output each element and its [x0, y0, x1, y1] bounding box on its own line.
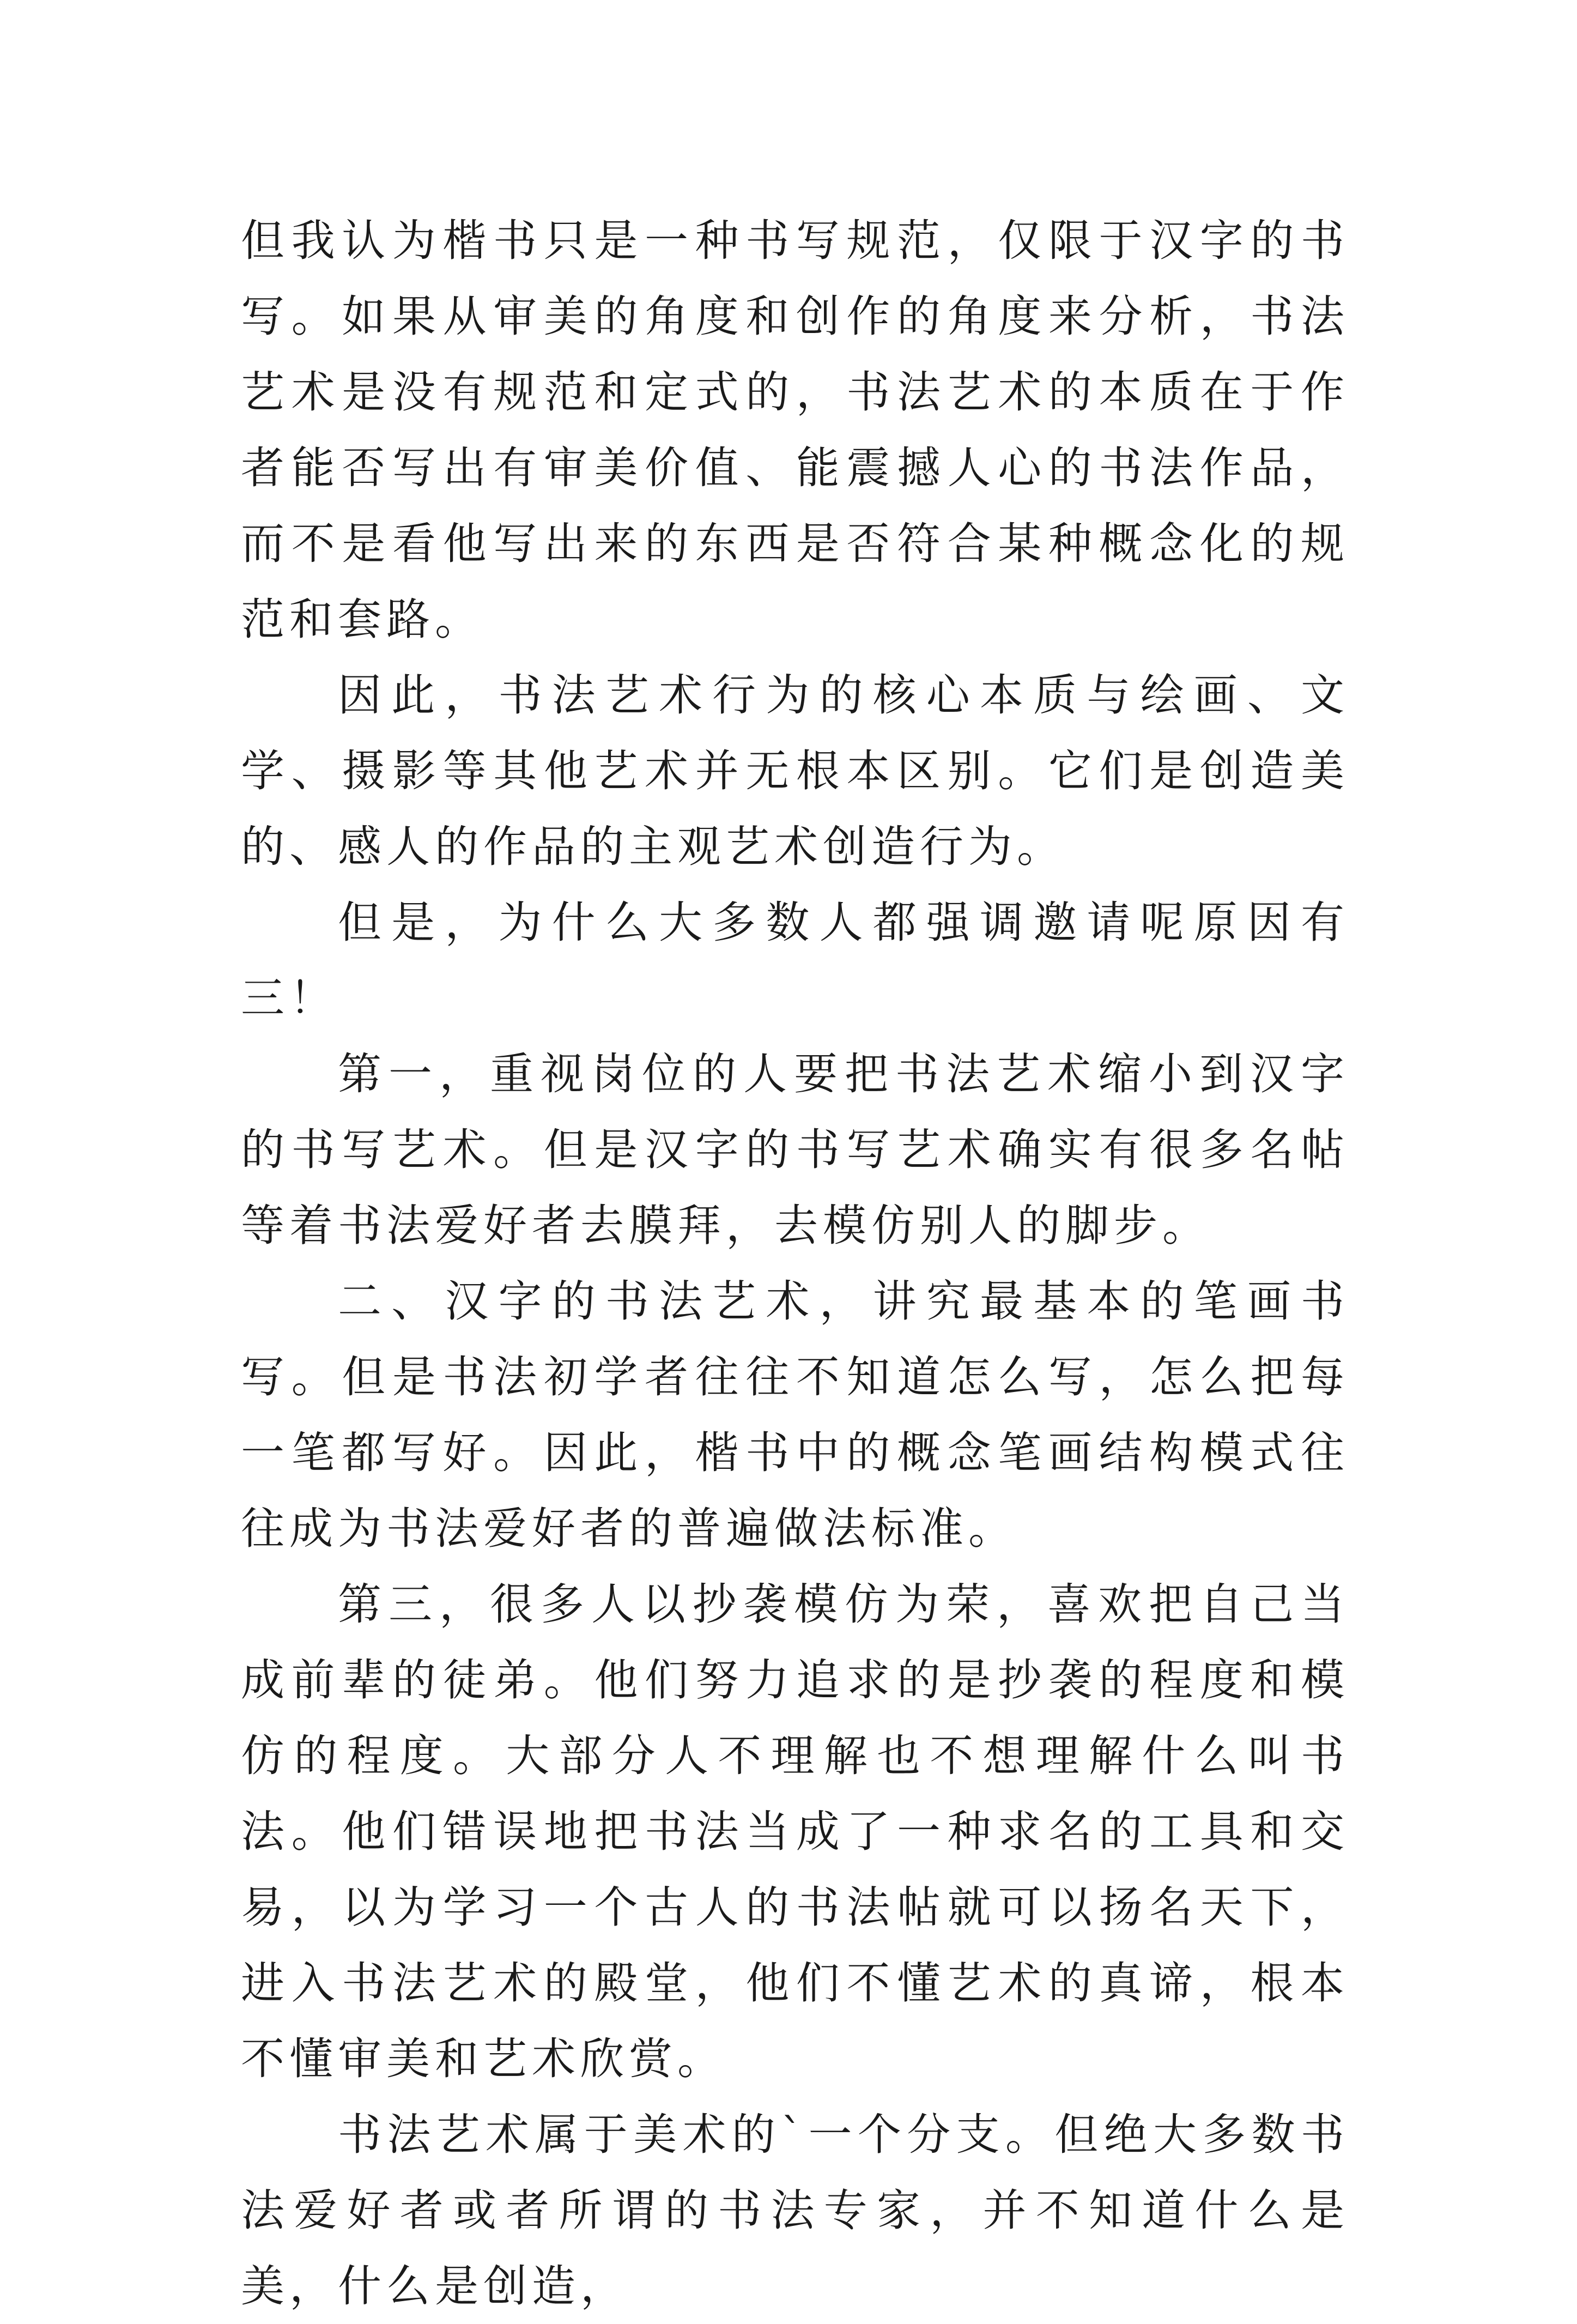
document-body [241, 203, 1349, 2324]
paragraph-6: 第三，很多人以抄袭模仿为荣，喜欢把自己当成前辈的徒弟。他们努力追求的是抄袭的程度和模仿的程度。大部分人不理解也不想理解什么叫书法。他们错误地把书法当成了一种求名的工具和交易，以为学习一个古人的书法帖就可以扬名天下，进入书法艺术的殿堂，他们不懂艺术的真谛，根本不懂审美和艺术欣赏。 [241, 1579, 1349, 2084]
paragraph-2: 因此，书法艺术行为的核心本质与绘画、文学、摄影等其他艺术并无根本区别。它们是创造美的、感人的作品的主观艺术创造行为。 [241, 670, 1349, 872]
paragraph-1: 但我认为楷书只是一种书写规范，仅限于汉字的书写。如果从审美的角度和创作的角度来分析，书法艺术是没有规范和定式的，书法艺术的本质在于作者能否写出有审美价值、能震撼人心的书法作品，而不是看他写出来的东西是否符合某种概念化的规范和套路。 [241, 215, 1349, 645]
paragraph-5: 二、汉字的书法艺术，讲究最基本的笔画书写。但是书法初学者往往不知道怎么写，怎么把每一笔都写好。因此，楷书中的概念笔画结构模式往往成为书法爱好者的普遍做法标准。 [241, 1276, 1349, 1554]
paragraph-4: 第一，重视岗位的人要把书法艺术缩小到汉字的书写艺术。但是汉字的书写艺术确实有很多名帖等着书法爱好者去膜拜，去模仿别人的脚步。 [241, 1049, 1349, 1251]
paragraph-7: 书法艺术属于美术的`一个分支。但绝大多数书法爱好者或者所谓的书法专家，并不知道什么是美，什么是创造， [241, 2109, 1349, 2311]
paragraph-3: 但是，为什么大多数人都强调邀请呢原因有三！ [241, 897, 1349, 1024]
